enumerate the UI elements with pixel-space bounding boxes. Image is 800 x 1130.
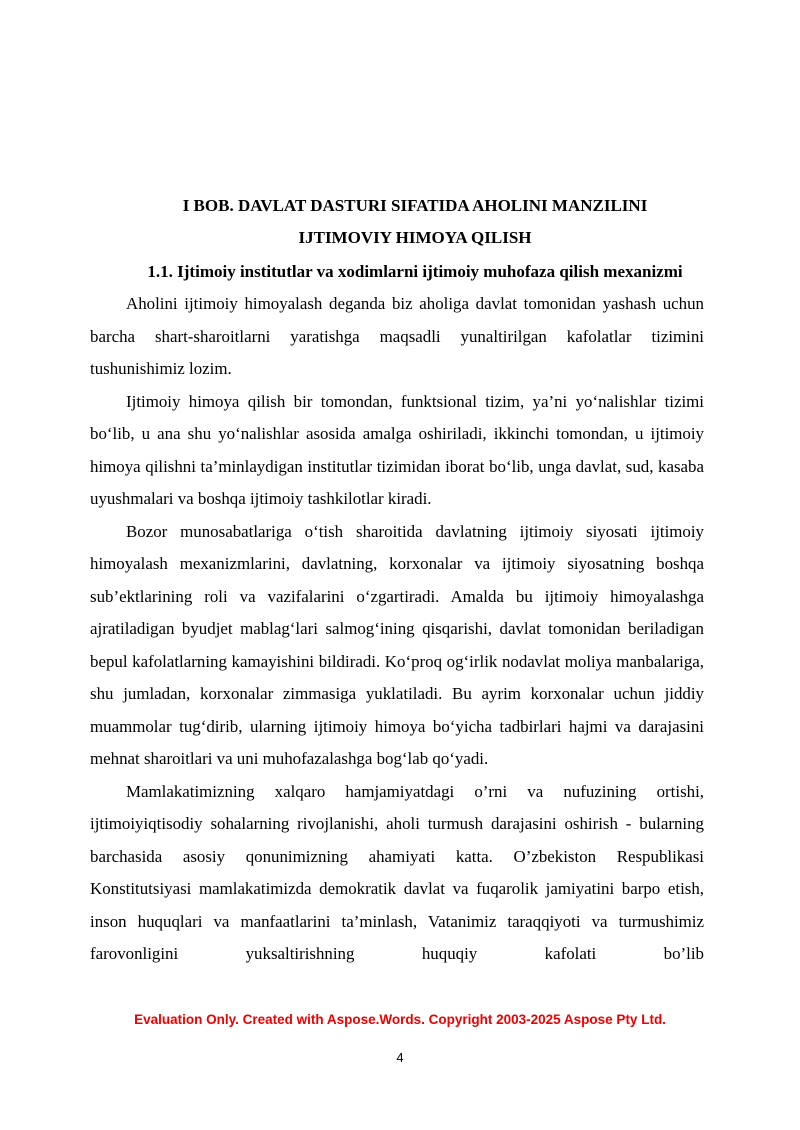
paragraph: Bozor munosabatlariga o‘tish sharoitida davlatning ijtimoiy siyosati ijtimoiy himoyalash mexanizmlarini, davlatning, korxonalar va ijtimoiy siyosatning boshqa sub’ektlarining roli va vazifalarini o‘zgartiradi. Amalda bu ijtimoiy himoyalashga ajratiladigan byudjet mablag‘lari salmog‘ining qisqarishi, davlat tomonidan beriladigan bepul kafolatlarning kamayishini bildiradi. Ko‘proq og‘irlik nodavlat moliya manbalariga, shu jumladan, korxonalar zimmasiga yuklatiladi. Bu ayrim korxonalar uchun jiddiy muammolar tug‘dirib, ularning ijtimoiy himoya bo‘yicha tadbirlari hajmi va darajasini mehnat sharoitlari va uni muhofazalashga bog‘lab qo‘yadi. [90,521,704,768]
paragraph: Ijtimoiy himoya qilish bir tomondan, funktsional tizim, ya’ni yo‘nalishlar tizimi bo‘lib, u ana shu yo‘nalishlar asosida amalga oshiriladi, ikkinchi tomondan, u ijtimoiy himoya qilishni ta’minlaydigan institutlar tizimidan iborat bo‘lib, unga davlat, sud, kasaba uyushmalari va boshqa ijtimoiy tashkilotlar kiradi. [90,391,704,508]
chapter-heading-line-2: IJTIMOVIY HIMOYA QILISH [298,228,532,247]
evaluation-watermark: Evaluation Only. Created with Aspose.Words. Copyright 2003-2025 Aspose Pty Ltd. [134,1012,666,1027]
section-title: 1.1. Ijtimoiy institutlar va xodimlarni ijtimoiy muhofaza qilish mexanizmi [147,262,683,281]
paragraph: Aholini ijtimoiy himoyalash deganda biz aholiga davlat tomonidan yashash uchun barcha shart-sharoitlarni yaratishga maqsadli yunaltirilgan kafolatlar tizimini tushunishimiz lozim. [90,294,704,378]
paragraph: Mamlakatimizning xalqaro hamjamiyatdagi o’rni va nufuzining ortishi, ijtimoiyiqtisodiy sohalarning rivojlanishi, aholi turmush darajasini oshirish - bularning barchasida asosiy qonunimizning ahamiyati katta. O’zbekiston Respublikasi Konstitutsiyasi mamlakatimizda demokratik davlat va fuqarolik jamiyatini barpo etish, inson huquqlari va manfaatlarini ta’minlash, Vatanimiz taraqqiyoti va turmushimiz farovonligini yuksaltirishning huquqiy kafolati bo’lib [90,781,704,963]
chapter-heading-line-1: I BOB. DAVLAT DASTURI SIFATIDA AHOLINI MANZILINI [182,196,648,215]
page-number: 4 [396,1050,404,1065]
body-text [90,288,704,971]
